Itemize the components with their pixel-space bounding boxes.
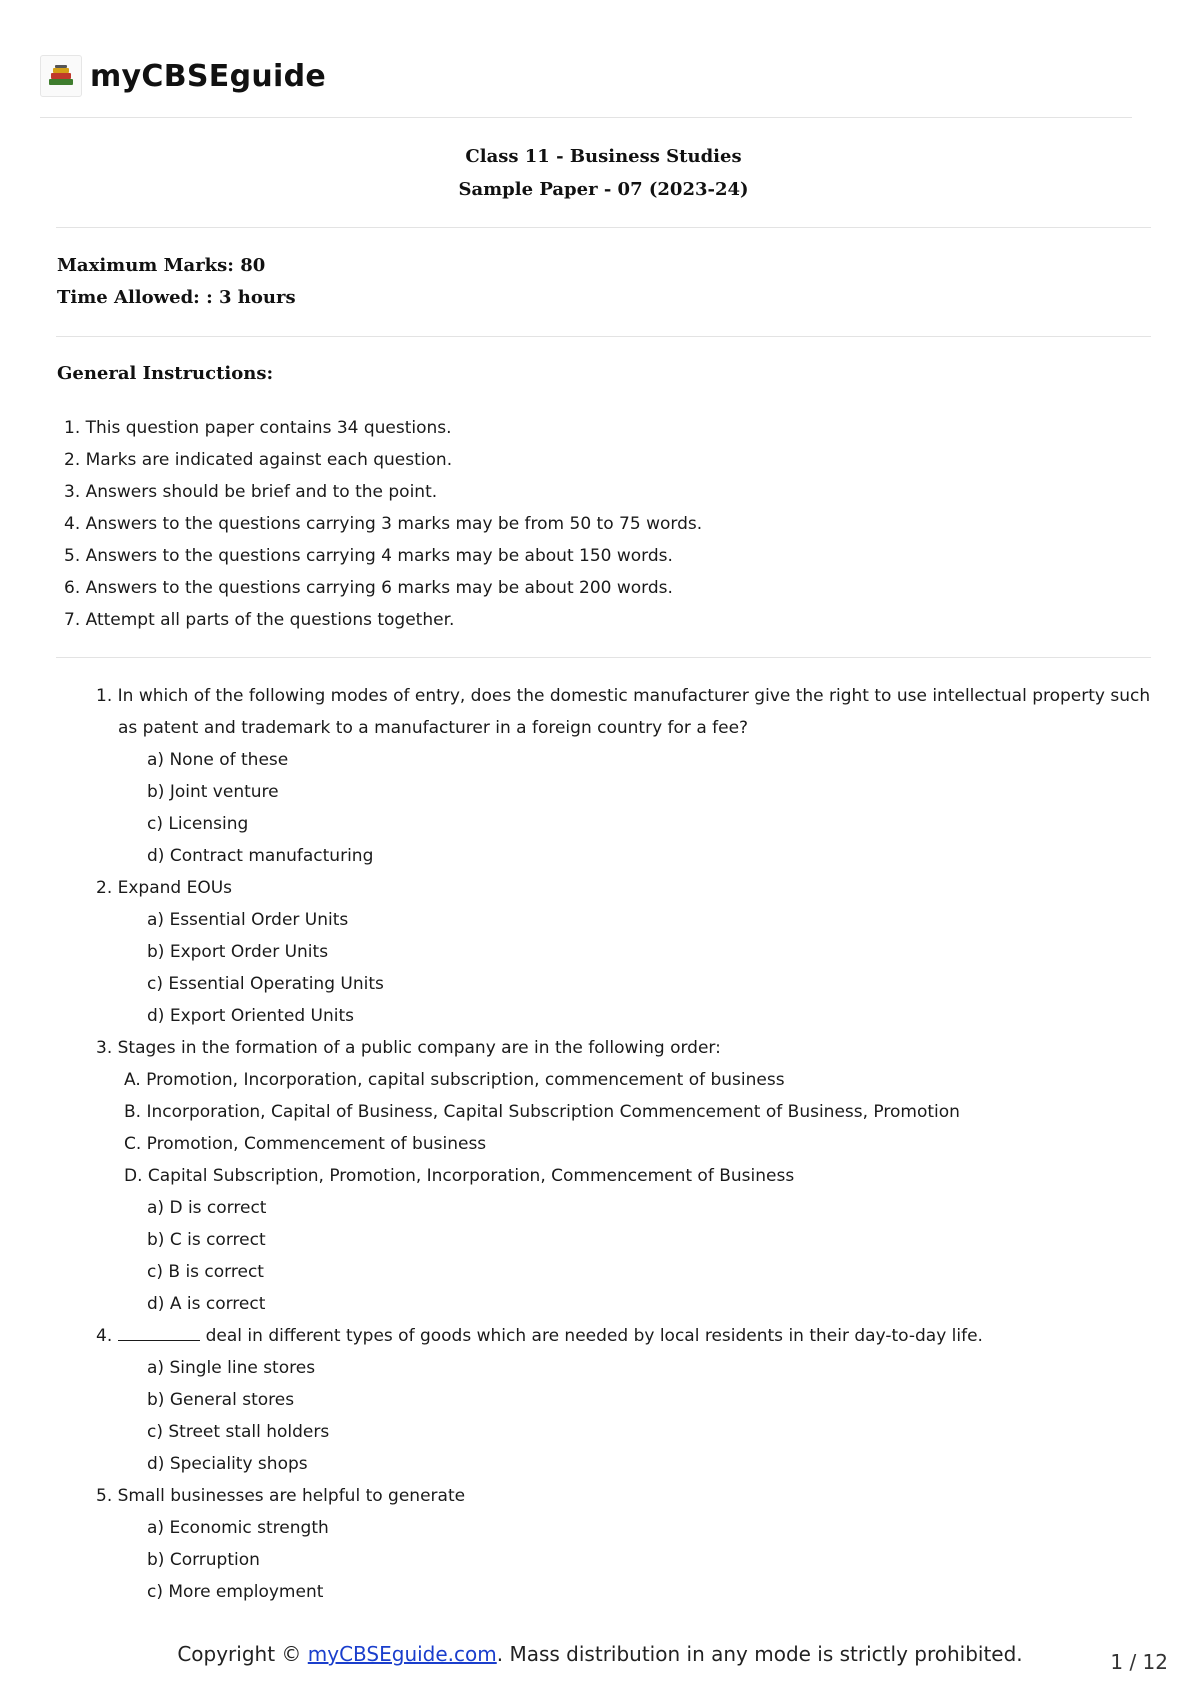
instructions-heading: General Instructions: (57, 363, 274, 384)
question-3-option-c: c) B is correct (147, 1262, 264, 1282)
page-number: 1 / 12 (1110, 1650, 1168, 1674)
question-2-option-c: c) Essential Operating Units (147, 974, 384, 994)
instruction-item: 7. Attempt all parts of the questions together. (64, 610, 455, 630)
instruction-item: 6. Answers to the questions carrying 6 marks may be about 200 words. (64, 578, 673, 598)
instructions-divider (56, 657, 1151, 658)
question-5-text: 5. Small businesses are helpful to generate (96, 1486, 466, 1506)
question-4-option-d: d) Speciality shops (147, 1454, 308, 1474)
question-3-statement-a: A. Promotion, Incorporation, capital subscription, commencement of business (124, 1070, 785, 1090)
copyright-prefix: Copyright © (177, 1642, 302, 1666)
paper-subtitle: Sample Paper - 07 (2023-24) (458, 179, 749, 200)
fill-in-blank (118, 1324, 200, 1341)
question-1-option-b: b) Joint venture (147, 782, 279, 802)
question-2-option-b: b) Export Order Units (147, 942, 329, 962)
question-4-option-a: a) Single line stores (147, 1358, 316, 1378)
question-1-option-a: a) None of these (147, 750, 289, 770)
instruction-item: 1. This question paper contains 34 questions. (64, 418, 452, 438)
question-3-statement-b: B. Incorporation, Capital of Business, Capital Subscription Commencement of Business, Promotion (124, 1102, 960, 1122)
question-3-option-b: b) C is correct (147, 1230, 266, 1250)
brand-header (40, 52, 326, 100)
instruction-item: 5. Answers to the questions carrying 4 marks may be about 150 words. (64, 546, 673, 566)
question-5-option-a: a) Economic strength (147, 1518, 329, 1538)
question-3-option-a: a) D is correct (147, 1198, 267, 1218)
question-4-number: 4. (96, 1326, 113, 1346)
question-1-text: 1. In which of the following modes of entry, does the domestic manufacturer give the right to use intellectual property such (96, 686, 1151, 706)
question-2-option-a: a) Essential Order Units (147, 910, 349, 930)
question-1-text-cont: as patent and trademark to a manufacturer in a foreign country for a fee? (118, 718, 749, 738)
instruction-item: 2. Marks are indicated against each question. (64, 450, 453, 470)
brand-name: myCBSEguide (90, 58, 327, 94)
instruction-item: 3. Answers should be brief and to the point. (64, 482, 438, 502)
site-link[interactable]: myCBSEguide.com (307, 1642, 497, 1666)
question-2-option-d: d) Export Oriented Units (147, 1006, 354, 1026)
header-divider (40, 117, 1132, 118)
question-1-option-c: c) Licensing (147, 814, 249, 834)
paper-title: Class 11 - Business Studies (465, 146, 742, 167)
maximum-marks: Maximum Marks: 80 (57, 255, 266, 276)
question-4-option-b: b) General stores (147, 1390, 295, 1410)
question-2-text: 2. Expand EOUs (96, 878, 233, 898)
question-3-statement-d: D. Capital Subscription, Promotion, Incorporation, Commencement of Business (124, 1166, 795, 1186)
question-4-body: deal in different types of goods which are needed by local residents in their day-to-day life. (205, 1326, 983, 1346)
instructions-list (64, 412, 702, 636)
question-4-option-c: c) Street stall holders (147, 1422, 330, 1442)
question-5-option-c: c) More employment (147, 1582, 324, 1602)
question-3-statement-c: C. Promotion, Commencement of business (124, 1134, 487, 1154)
question-1-option-d: d) Contract manufacturing (147, 846, 374, 866)
marks-divider (56, 336, 1151, 337)
question-3-option-d: d) A is correct (147, 1294, 266, 1314)
question-4-text (96, 1320, 983, 1352)
question-5-option-b: b) Corruption (147, 1550, 260, 1570)
title-divider (56, 227, 1151, 228)
time-allowed: Time Allowed: : 3 hours (57, 287, 296, 308)
question-3-text: 3. Stages in the formation of a public company are in the following order: (96, 1038, 721, 1058)
copyright-suffix: . Mass distribution in any mode is strictly prohibited. (496, 1642, 1023, 1666)
copyright-footer (0, 1642, 1200, 1666)
instruction-item: 4. Answers to the questions carrying 3 marks may be from 50 to 75 words. (64, 514, 703, 534)
books-logo-icon (40, 55, 82, 97)
